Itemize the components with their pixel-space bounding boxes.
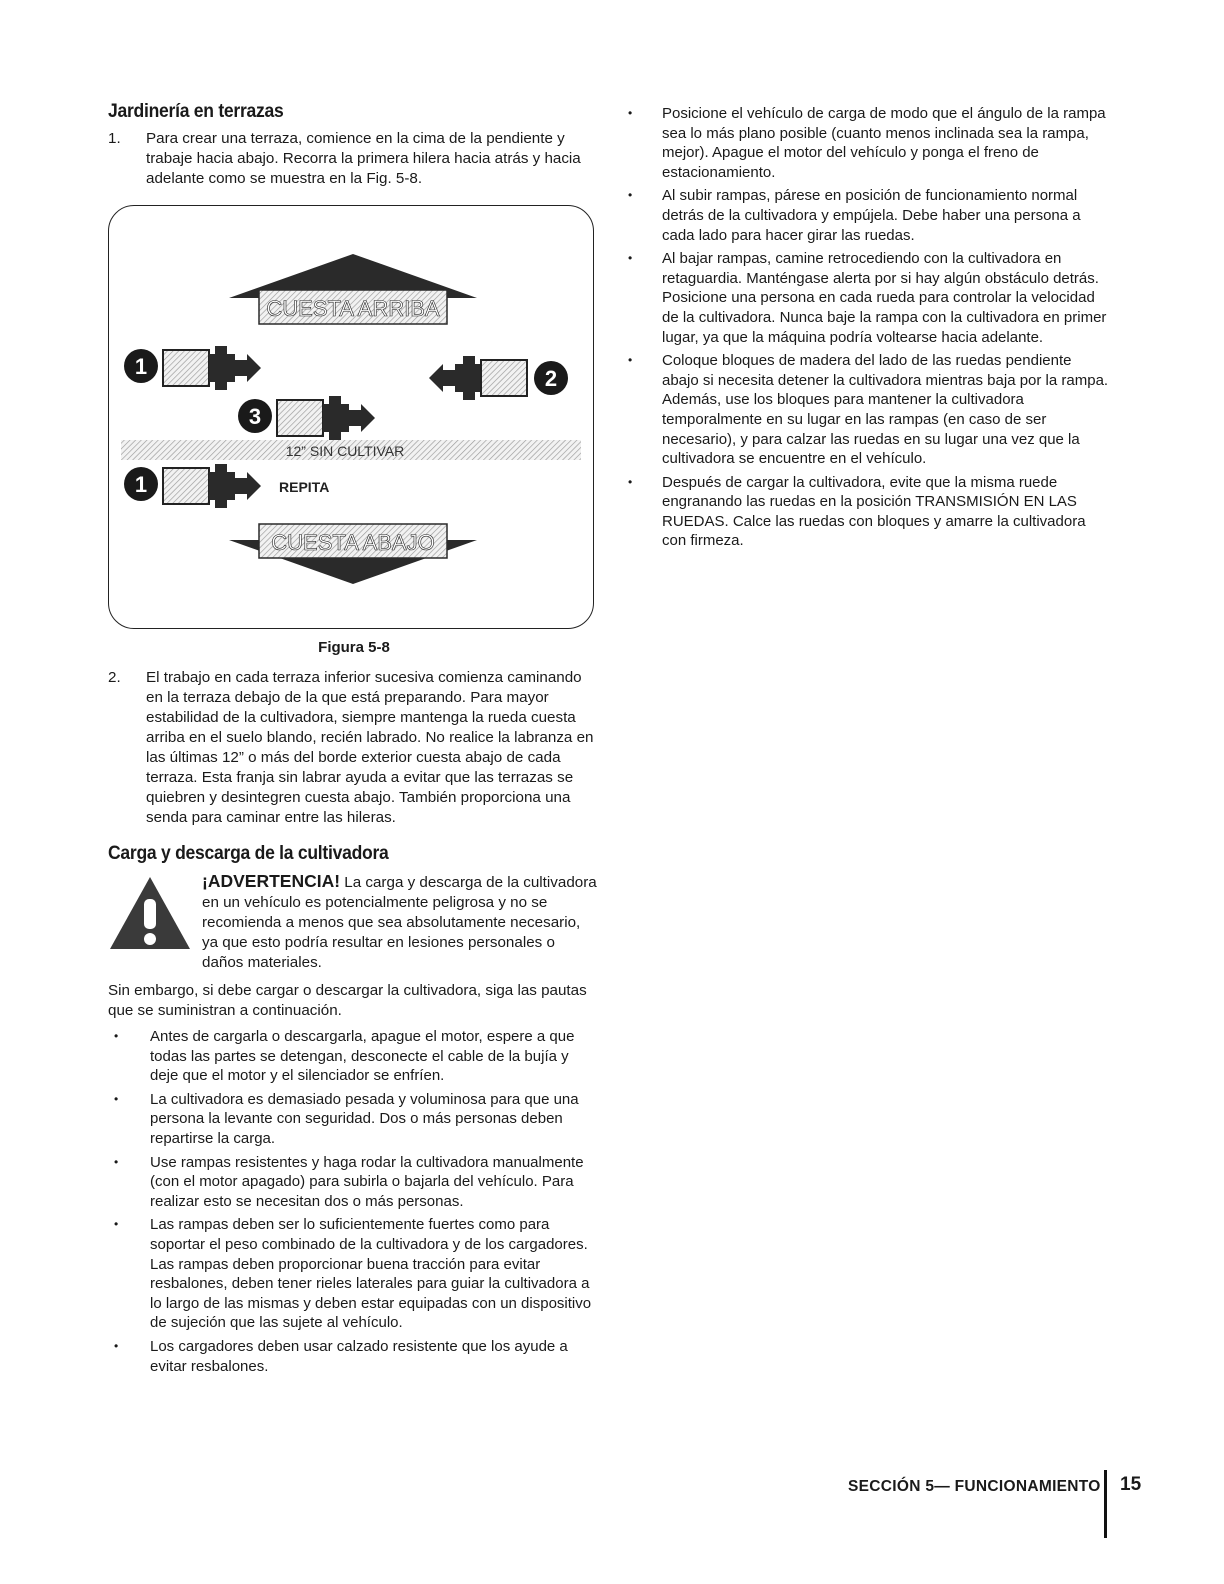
step-2-text: El trabajo en cada terraza inferior sucesiva comienza caminando en la terraza debajo de la que está preparando. Para mayor estabilidad de la cultivadora, siempre mantenga la rueda cuesta arriba en el suelo blando, recién labrado. No realice la labranza en las últimas 12” o más del borde exterior cuesta abajo de cada terraza. Esta franja sin labrar ayuda a evitar que las terrazas se quiebren y desintegren cuesta abajo. También proporciona una senda para caminar entre las hileras. [146,669,594,826]
bullet: • [628,474,633,489]
list-item-text: Después de cargar la cultivadora, evite que la misma ruede engranando las ruedas en la posición TRANSMISIÓN EN LAS RUEDAS. Calce las ruedas con bloques y amarre la cultivadora con firmeza. [662,473,1086,550]
list-item-text: Posicione el vehículo de carga de modo que el ángulo de la rampa sea lo más plano posible (cuanto menos inclinada sea la rampa, mejor). Apague el motor del vehículo y ponga el freno de estacionamiento. [662,105,1106,181]
warning-triangle-icon [108,875,192,951]
section-heading-terraces: Jardinería en terrazas [108,100,284,122]
marker-1: 1 [134,354,148,379]
marker-3: 3 [248,404,262,429]
list-item-text: Las rampas deben ser lo suficientemente fuertes como para soportar el peso combinado de la cultivadora y de los cargadores. Las rampas deben proporcionar buena tracción para evitar resbalones, deben tener rieles laterales para guiar la cultivadora a lo largo de las mismas y deben estar equipadas con un dispositivo de sujeción que las sujete al vehículo. [150,1216,592,1332]
tiller-1 [124,346,261,390]
marker-2: 2 [544,366,558,391]
list-item-text: Los cargadores deben usar calzado resistente que los ayude a evitar resbalones. [150,1337,568,1375]
bullets-left [108,1027,600,1376]
step-2 [108,668,600,828]
warning-label: ¡ADVERTENCIA! [202,871,341,891]
tiller-2 [429,356,568,400]
list-item [622,473,1112,551]
step-1-number: 1. [108,130,121,147]
terrace-figure [108,205,594,629]
list-item-text: Antes de cargarla o descargarla, apague el motor, espere a que todas las partes se detengan, desconecte el cable de la bujía y deje que el motor y el silenciador se enfríen. [150,1028,575,1085]
section-heading-loading: Carga y descarga de la cultivadora [108,842,389,864]
step-1 [108,129,600,189]
list-item [108,1337,600,1376]
terrace-diagram [109,206,595,630]
unplowed-strip [121,440,581,460]
right-column [622,104,1112,555]
warning-text: La carga y descarga de la cultivadora en un vehículo es potencialmente peligrosa y no se recomienda a menos que sea absolutamente necesario, ya que esto podría resultar en lesiones personales o daños materiales. [202,874,597,971]
intro-paragraph: Sin embargo, si debe cargar o descargar la cultivadora, siga las pautas que se suministran a continuación. [108,982,587,1019]
tiller-repeat [124,464,329,508]
step-2-number: 2. [108,669,121,686]
step-1-text: Para crear una terraza, comience en la cima de la pendiente y trabaje hacia abajo. Recorra la primera hilera hacia atrás y hacia adelante como se muestra en la Fig. 5-8. [146,130,581,187]
list-item [622,104,1112,182]
list-item [108,1215,600,1333]
bullet: • [628,106,633,120]
uphill-label: CUESTA ARRIBA [266,296,440,321]
bullet: • [114,1029,119,1043]
footer-divider [1104,1470,1107,1538]
downhill-label: CUESTA ABAJO [271,530,435,555]
uphill-arrow [229,254,477,324]
list-item [108,1153,600,1212]
bullet: • [628,353,633,368]
list-item [108,1027,600,1086]
figure-caption: Figura 5-8 [318,639,390,656]
footer-section-label: SECCIÓN 5— FUNCIONAMIENTO [848,1478,1101,1495]
bullet: • [114,1338,119,1353]
list-item-text: Al subir rampas, párese en posición de funcionamiento normal detrás de la cultivadora y empújela. Debe haber una persona a cada lado para hacer girar las ruedas. [662,187,1081,244]
page-number: 15 [1120,1474,1142,1495]
list-item-text: Coloque bloques de madera del lado de las ruedas pendiente abajo si necesita detener la cultivadora mientras baja por la rampa. Además, use los bloques para mantener la cultivadora temporalmente en su lugar en las rampas (en caso de ser necesario), y para calzar las ruedas en su lugar una vez que la cultivadora se encuentre en el vehículo. [662,352,1109,468]
bullet: • [628,188,633,203]
bullet: • [628,251,633,266]
marker-1-repeat: 1 [134,472,148,497]
warning-block [108,871,600,973]
tiller-3 [238,396,375,440]
list-item [622,351,1112,469]
list-item-text: Al bajar rampas, camine retrocediendo con la cultivadora en retaguardia. Manténgase alerta por si hay algún obstáculo detrás. Posicione una persona en cada rueda para controlar la velocidad de la cultivadora. Nunca baje la rampa con la cultivadora en primer lugar, ya que la máquina podría voltearse hacia adelante. [662,250,1107,346]
left-column [108,100,600,1380]
repeat-label: REPITA [279,479,330,495]
list-item [622,186,1112,245]
list-item-text: Use rampas resistentes y haga rodar la cultivadora manualmente (con el motor apagado) para subirla o bajarla del vehículo. Para realizar esto se necesitan dos o más personas. [150,1153,584,1210]
bullet: • [114,1091,119,1106]
list-item [108,1090,600,1149]
list-item [622,249,1112,347]
bullet: • [114,1217,119,1232]
bullets-right [622,104,1112,551]
strip-label: 12” SIN CULTIVAR [285,443,405,459]
list-item-text: La cultivadora es demasiado pesada y voluminosa para que una persona la levante con seguridad. Dos o más personas deben repartirse la carga. [150,1090,579,1147]
downhill-arrow [229,524,477,584]
bullet: • [114,1154,119,1169]
